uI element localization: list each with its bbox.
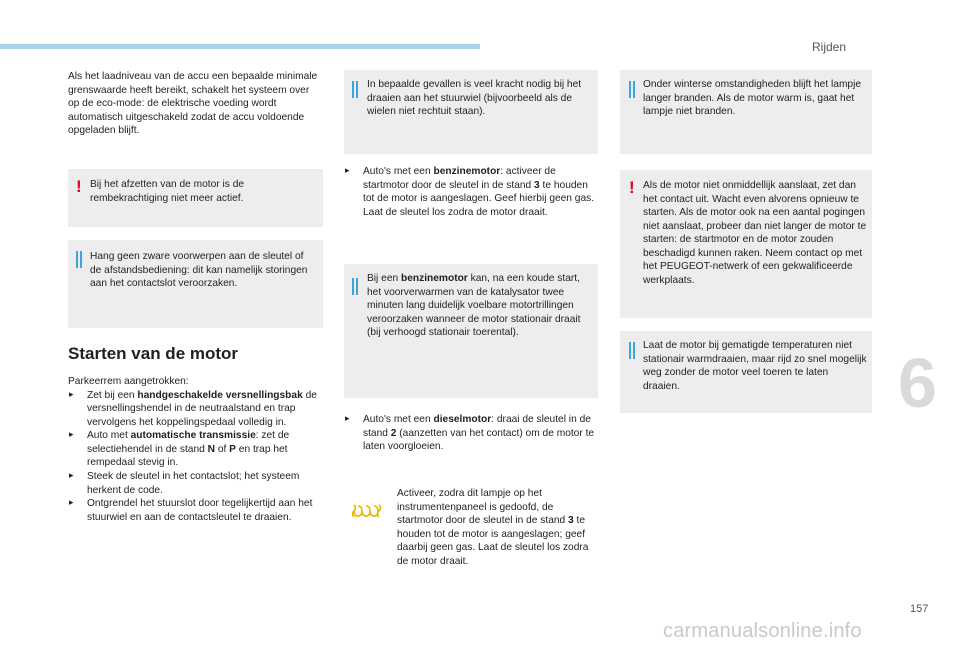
exclamation-icon: ! <box>629 178 635 197</box>
list-item: ▸ Auto's met een dieselmotor: draai de sleutel in de stand 2 (aanzetten van het contact) om de motor te laten voorgloeien. <box>344 413 600 454</box>
procedure-list <box>68 389 326 525</box>
info-text: Hang geen zware voorwerpen aan de sleutel of de afstandsbediening: dit kan namelijk storingen aan het contactslot veroorzaken. <box>90 251 308 290</box>
list-item: ▸ Zet bij een handgeschakelde versnellingsbak de versnellingshendel in de neutraalstand en trap vervolgens het koppelingspedaal volledig in. <box>68 389 326 430</box>
warning-box-brake <box>68 169 323 227</box>
exclamation-icon: ! <box>76 177 82 196</box>
list-item: ▸ Ontgrendel het stuurslot door tegelijkertijd aan het stuurwiel en aan de contactsleutel te draaien. <box>68 497 326 524</box>
intro-paragraph: Als het laadniveau van de accu een bepaalde minimale grenswaarde heeft bereikt, schakelt het systeem over op de eco-mode: de elektrische voeding wordt automatisch uitgeschakeld zodat de accu voldoende opgeladen blijft. <box>68 71 318 137</box>
warning-text: Als de motor niet onmiddellijk aanslaat, zet dan het contact uit. Wacht even alvorens opnieuw te starten. Als de motor ook na een aantal pogingen niet aanslaat, probeer dan niet langer de motor te starten: de startmotor en de motor zouden beschadigd kunnen raken. Neem contact op met het PEUGEOT-netwerk of een gekwalificeerde werkplaats. <box>643 180 867 286</box>
petrol-instruction <box>344 165 600 219</box>
page-number: 157 <box>910 603 929 615</box>
list-item: ▸ Steek de sleutel in het contactslot; het systeem herkent de code. <box>68 470 326 497</box>
info-bars-icon <box>76 251 88 268</box>
watermark: carmanualsonline.info <box>663 620 862 642</box>
info-bars-icon <box>352 278 364 295</box>
info-bars-icon <box>629 342 641 359</box>
info-box-catalyst <box>344 264 598 398</box>
warning-text: Bij het afzetten van de motor is de rembekrachtiging niet meer actief. <box>90 179 245 204</box>
warning-box-start-failure <box>620 170 872 318</box>
info-bars-icon <box>352 81 364 98</box>
list-item: ▸ Auto met automatische transmissie: zet de selectiehendel in de stand N of P en trap het rempedaal stevig in. <box>68 429 326 470</box>
section-heading: Starten van de motor <box>68 344 239 363</box>
info-text: In bepaalde gevallen is veel kracht nodig bij het draaien aan het stuurwiel (bijvoorbeeld als de wielen niet rechtuit staan). <box>367 79 582 118</box>
info-text: Laat de motor bij gematigde temperaturen niet stationair warmdraaien, maar rijd zo snel mogelijk weg zonder de motor veel toeren te laten draaien. <box>643 340 867 392</box>
glow-plug-icon <box>352 503 382 519</box>
glow-plug-text: Activeer, zodra dit lampje op het instrumentenpaneel is gedoofd, de startmotor door de sleutel in de stand 3 te houden tot de motor is aangeslagen; geef daarbij geen gas. Laat de sleutel los zodra de motor draait. <box>397 488 589 567</box>
procedure-lead: Parkeerrem aangetrokken: <box>68 376 189 387</box>
info-box-winter <box>620 70 872 154</box>
chapter-number: 6 <box>898 344 937 422</box>
section-title: Rijden <box>812 40 847 54</box>
header-accent-bar <box>0 44 480 49</box>
diesel-instruction <box>344 413 600 454</box>
info-box-warmup <box>620 331 872 413</box>
list-item: ▸ Auto's met een benzinemotor: activeer de startmotor door de sleutel in de stand 3 te houden tot de motor is aangeslagen. Geef hierbij geen gas. Laat de sleutel los zodra de motor draait. <box>344 165 600 219</box>
info-bars-icon <box>629 81 641 98</box>
info-box-steering <box>344 70 598 154</box>
info-box-keys <box>68 240 323 328</box>
info-text: Bij een benzinemotor kan, na een koude start, het voorverwarmen van de katalysator twee minuten lang duidelijk voelbare motortrillingen veroorzaken wanneer de motor stationair draait (bij verhoogd stationair toerental). <box>367 273 581 339</box>
start-procedure <box>68 375 326 524</box>
info-text: Onder winterse omstandigheden blijft het lampje langer branden. Als de motor warm is, gaat het lampje niet branden. <box>643 79 862 118</box>
